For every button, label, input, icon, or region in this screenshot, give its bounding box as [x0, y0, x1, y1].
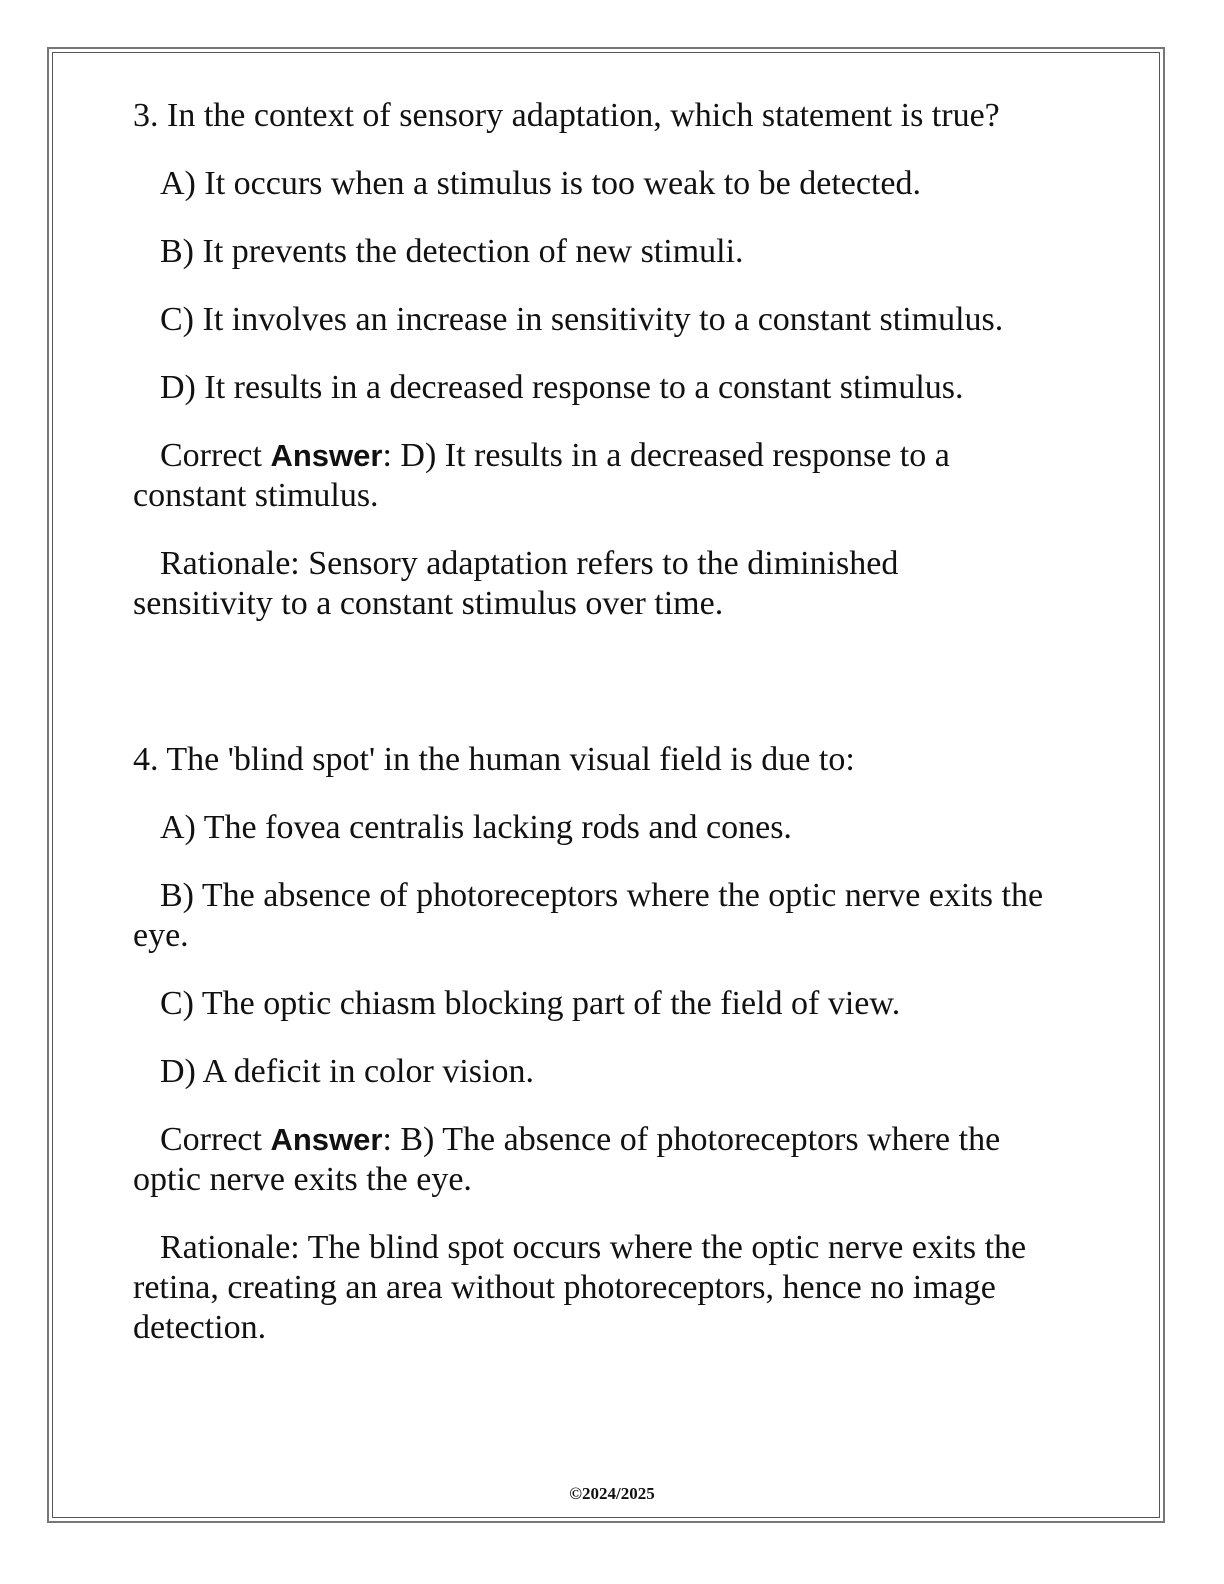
- option-d: D) A deficit in color vision.: [160, 1053, 534, 1090]
- correct-answer: [133, 1120, 1083, 1200]
- option-b: B) It prevents the detection of new stimuli.: [160, 233, 744, 270]
- option-c: C) The optic chiasm blocking part of the field of view.: [160, 985, 901, 1022]
- rationale: Rationale: Sensory adaptation refers to the diminished sensitivity to a constant stimulus over time.: [133, 545, 899, 622]
- answer-prefix: Correct: [160, 437, 271, 474]
- answer-prefix: Correct: [160, 1121, 271, 1158]
- correct-answer: [133, 436, 1083, 516]
- answer-word: Answer: [270, 1122, 383, 1157]
- question-block: [133, 96, 1083, 624]
- option-d: D) It results in a decreased response to a constant stimulus.: [160, 369, 964, 406]
- option-b: B) The absence of photoreceptors where the optic nerve exits the eye.: [133, 877, 1044, 954]
- answer-text: : D) It results in a decreased response to a constant stimulus.: [133, 437, 950, 514]
- option-a: A) It occurs when a stimulus is too weak to be detected.: [160, 165, 922, 202]
- question-stem: 4. The 'blind spot' in the human visual field is due to:: [133, 741, 855, 778]
- answer-word: Answer: [270, 438, 383, 473]
- option-a: A) The fovea centralis lacking rods and cones.: [160, 809, 792, 846]
- question-block: [133, 740, 1083, 1348]
- footer-copyright: ©2024/2025: [569, 1484, 655, 1503]
- question-stem: 3. In the context of sensory adaptation, which statement is true?: [133, 97, 1000, 134]
- answer-text: : B) The absence of photoreceptors where the optic nerve exits the eye.: [133, 1121, 1001, 1198]
- rationale: Rationale: The blind spot occurs where the optic nerve exits the retina, creating an area without photoreceptors, hence no image detection.: [133, 1229, 1027, 1346]
- option-c: C) It involves an increase in sensitivity to a constant stimulus.: [160, 301, 1004, 338]
- document-content: [133, 96, 1083, 1348]
